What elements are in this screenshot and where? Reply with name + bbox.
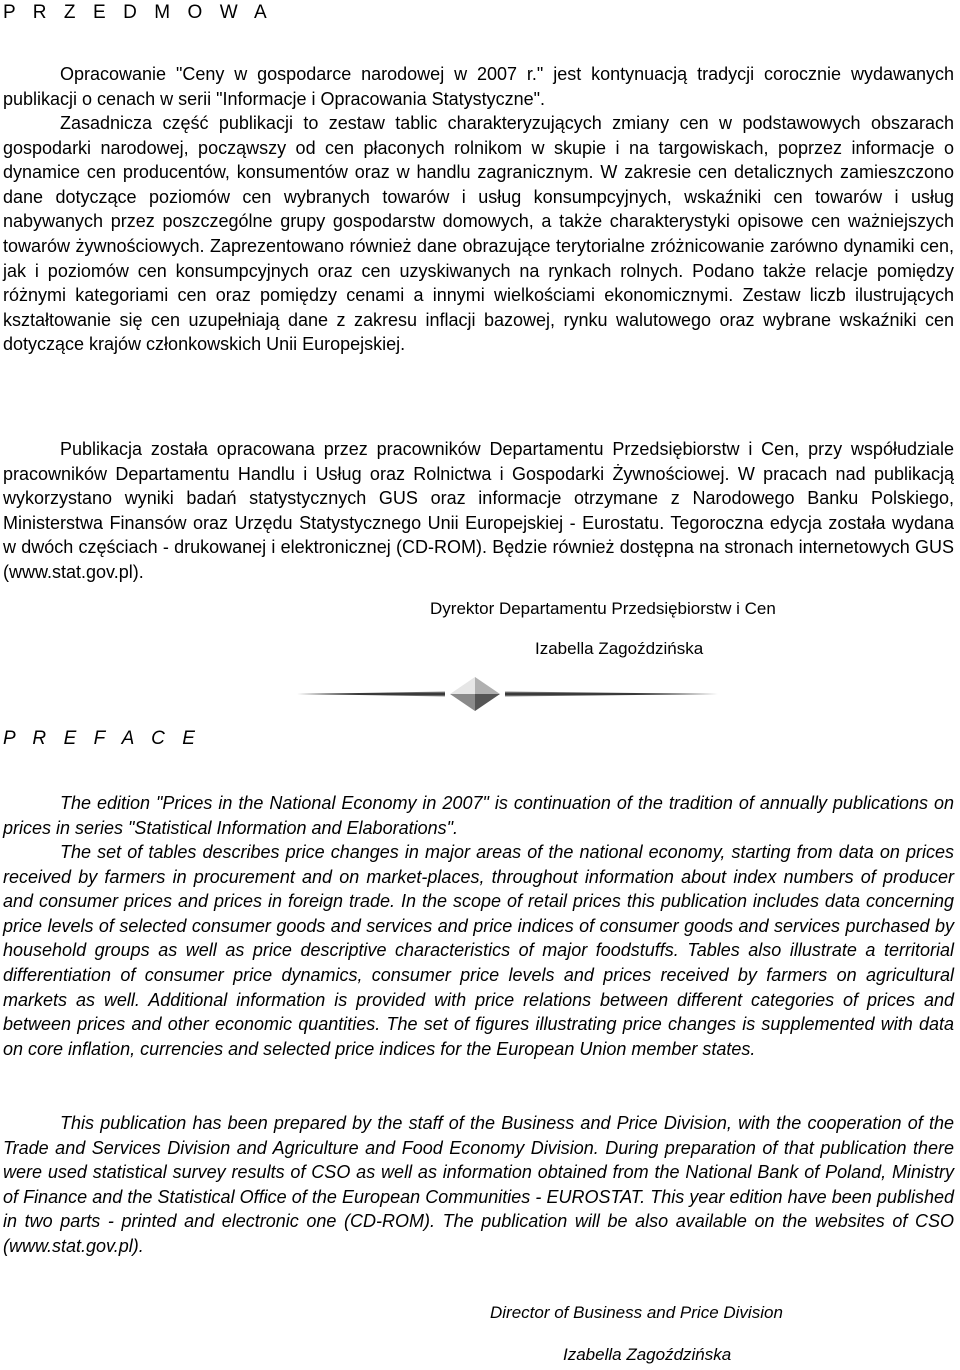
ornament-diamond [450,677,500,711]
ornament-left-line [297,692,445,697]
english-paragraph-intro: The edition "Prices in the National Economy in 2007" is continuation of the tradition of annually publications on prices in series "Statistical Information and Elaborations". [3,793,954,838]
polish-paragraph-content: Zasadnicza część publikacji to zestaw tablic charakteryzujących zmiany cen w podstawowych obszarach gospodarki narodowej, począwszy od cen płaconych rolnikom w skupie i na targowiskach, poprzez informacje o dynamice cen producentów, konsumentów oraz w handlu zagranicznym. W zakresie cen detalicznych zamieszczono dane dotyczące poziomów cen wybranych towarów i usług konsumpcyjnych, wskaźniki cen towarów i usług nabywanych przez poszczególne grupy gospodarstw domowych, a także charakterystyki opisowe cen ważniejszych towarów żywnościowych. Zaprezentowano również dane obrazujące terytorialne zróżnicowanie zarówno dynamiki cen, jak i poziomów cen konsumpcyjnych oraz cen uzyskiwanych na rynkach rolnych. Podano także relacje pomiędzy różnymi kategoriami cen oraz pomiędzy cenami a innymi wielkościami ekonomicznymi. Zestaw liczb ilustrujących kształtowanie się cen uzupełniają dane z zakresu inflacji bazowej, rynku walutowego oraz wybrane wskaźniki cen dotyczące krajów członkowskich Unii Europejskiej. [3,113,954,355]
polish-signature-name: Izabella Zagoździńska [535,639,704,658]
polish-paragraph-intro: Opracowanie "Ceny w gospodarce narodowej w 2007 r." jest kontynuacją tradycji corocznie wydawanych publikacji o cenach w serii "Informacje i Opracowania Statystyczne". [3,64,954,109]
diamond-divider-icon [295,674,720,714]
english-paragraph-authors: This publication has been prepared by the staff of the Business and Price Division, with the cooperation of the Trade and Services Division and Agriculture and Food Economy Division. During preparation of that publication there were used statistical survey results of CSO as well as information obtained from the National Bank of Poland, Ministry of Finance and the Statistical Office of the European Communities - EUROSTAT. This year edition have been published in two parts - printed and electronic one (CD-ROM). The publication will be also available on the websites of CSO (www.stat.gov.pl). [3,1113,954,1256]
polish-signature-title: Dyrektor Departamentu Przedsiębiorstw i Cen [430,599,776,618]
polish-section-title: P R Z E D M O W A [3,2,273,23]
english-signature-title: Director of Business and Price Division [490,1303,783,1322]
english-signature-name: Izabella Zagoździńska [563,1345,732,1364]
polish-paragraph-authors: Publikacja została opracowana przez pracowników Departamentu Przedsiębiorstw i Cen, przy współudziale pracowników Departamentu Handlu i Usług oraz Rolnictwa i Gospodarki Żywnościowej. W pracach nad publikacją wykorzystano wyniki badań statystycznych GUS oraz informacje otrzymane z Narodowego Banku Polskiego, Ministerstwa Finansów oraz Urzędu Statystycznego Unii Europejskiej - Eurostatu. Tegoroczna edycja została wydana w dwóch częściach - drukowanej i elektronicznej (CD-ROM). Będzie również dostępna na stronach internetowych GUS (www.stat.gov.pl). [3,439,954,582]
english-section-title: P R E F A C E [3,728,201,749]
ornament-right-line [505,692,718,697]
english-paragraph-content: The set of tables describes price changes in major areas of the national economy, starting from data on prices received by farmers in procurement and on market-places, throughout information about index numbers of producer and consumer prices and prices in foreign trade. In the scope of retail prices this publication includes data concerning price levels of selected consumer goods and services and price indices of consumer goods and services purchased by household groups as well as price descriptive characteristics of major foodstuffs. Tables also illustrate a territorial differentiation of consumer price dynamics, consumer price levels and prices received by farmers on agricultural markets as well. Additional information is provided with price relations between different categories of prices and between prices and other economic quantities. The set of figures illustrating price changes is supplemented with data on core inflation, currencies and selected price indices for the European Union member states. [3,842,954,1059]
